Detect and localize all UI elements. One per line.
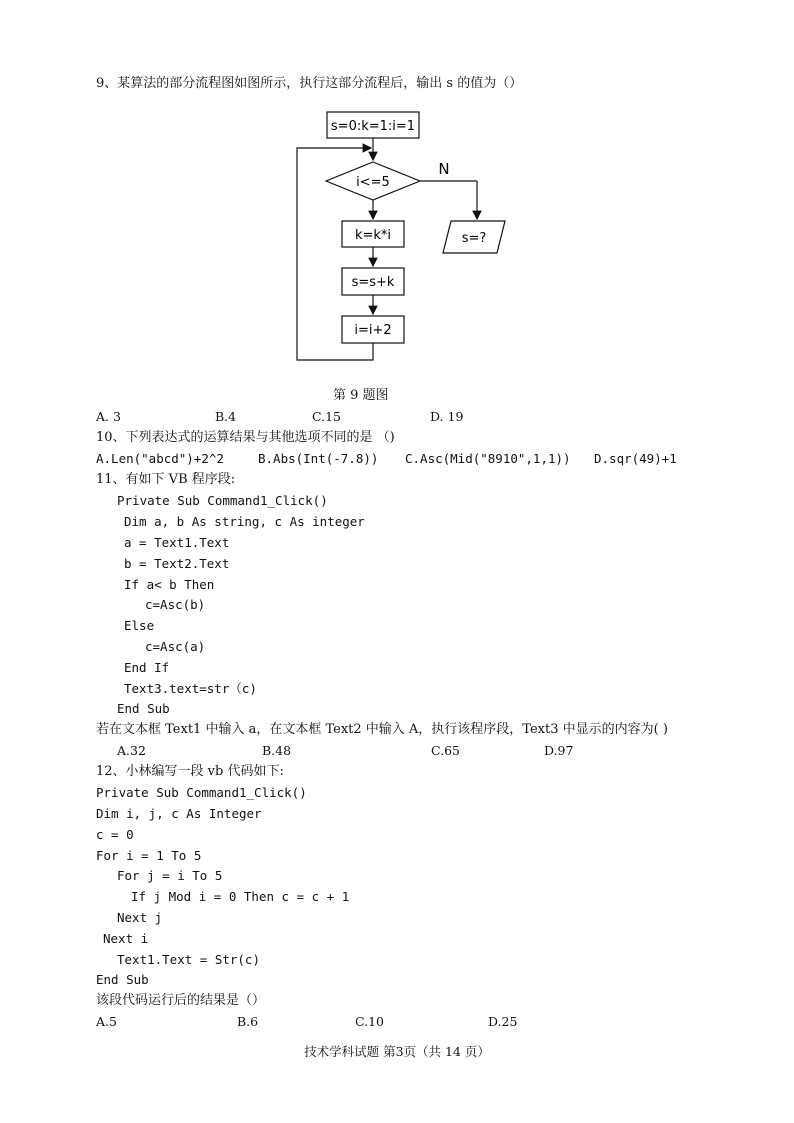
q11-option-d: D.97 — [544, 743, 574, 758]
q12-option-d: D.25 — [488, 1014, 518, 1029]
q12-code-line: For j = i To 5 — [117, 868, 223, 883]
q9-caption: 第 9 题图 — [333, 388, 389, 403]
q11-code-line: b = Text2.Text — [124, 556, 230, 571]
flow-init-label: s=0:k=1:i=1 — [330, 119, 416, 134]
page-footer: 技术学科试题 第3页（共 14 页） — [304, 1044, 490, 1059]
q11-code-line: Else — [124, 618, 155, 633]
q11-question: 11、有如下 VB 程序段: — [96, 472, 236, 487]
q10-option-c: C.Asc(Mid("8910",1,1)) — [405, 451, 571, 466]
flow-output-label: s=? — [461, 231, 487, 246]
q12-code-line: For i = 1 To 5 — [96, 848, 202, 863]
q12-code-line: If j Mod i = 0 Then c = c + 1 — [131, 889, 350, 904]
q11-option-c: C.65 — [431, 743, 460, 758]
q11-option-b: B.48 — [262, 743, 292, 758]
q12-question: 12、小林编写一段 vb 代码如下: — [96, 764, 284, 779]
q12-code-line: c = 0 — [96, 827, 134, 842]
q9-option-c: C.15 — [312, 409, 341, 424]
q9-question: 9、某算法的部分流程图如图所示，执行这部分流程后，输出 s 的值为（） — [96, 76, 523, 91]
q10-option-d: D.sqr(49)+1 — [594, 451, 677, 466]
q11-code-line: Text3.text=str（c) — [124, 681, 257, 696]
q11-code-line: End Sub — [117, 701, 170, 716]
q11-code-line: If a< b Then — [124, 577, 215, 592]
q9-option-d: D. 19 — [430, 409, 464, 424]
q12-followup: 该段代码运行后的结果是（） — [96, 993, 266, 1008]
q9-option-b: B.4 — [215, 409, 237, 424]
q11-code-line: c=Asc(b) — [145, 597, 206, 612]
q10-option-a: A.Len("abcd")+2^2 — [96, 451, 224, 466]
q11-code-line: c=Asc(a) — [145, 639, 206, 654]
q12-code-line: Text1.Text = Str(c) — [117, 952, 260, 967]
q10-option-b: B.Abs(Int(-7.8)) — [258, 451, 379, 466]
q9-option-a: A. 3 — [96, 409, 121, 424]
q12-code-line: Next i — [103, 931, 149, 946]
flow-step2-label: s=s+k — [351, 275, 395, 290]
q11-code-line: End If — [124, 660, 170, 675]
q11-followup: 若在文本框 Text1 中输入 a，在文本框 Text2 中输入 A，执行该程序段，Text3 中显示的内容为( ) — [96, 722, 668, 737]
q11-code-line: Dim a, b As string, c As integer — [124, 514, 365, 529]
q12-code-line: Private Sub Command1_Click() — [96, 785, 307, 800]
q12-option-c: C.10 — [355, 1014, 384, 1029]
q10-question: 10、下列表达式的运算结果与其他选项不同的是 （) — [96, 430, 395, 445]
q12-code-line: Next j — [117, 910, 163, 925]
flow-step1-label: k=k*i — [354, 228, 392, 243]
flow-condition-label: i<=5 — [356, 175, 390, 190]
q12-code-line: Dim i, j, c As Integer — [96, 806, 262, 821]
flow-no-label: N — [438, 160, 450, 178]
q11-option-a: A.32 — [117, 743, 146, 758]
flow-step3-label: i=i+2 — [354, 323, 392, 338]
q11-code-line: a = Text1.Text — [124, 535, 230, 550]
q12-code-line: End Sub — [96, 972, 149, 987]
q11-code-line: Private Sub Command1_Click() — [117, 493, 328, 508]
q12-option-a: A.5 — [96, 1014, 117, 1029]
q12-option-b: B.6 — [237, 1014, 259, 1029]
